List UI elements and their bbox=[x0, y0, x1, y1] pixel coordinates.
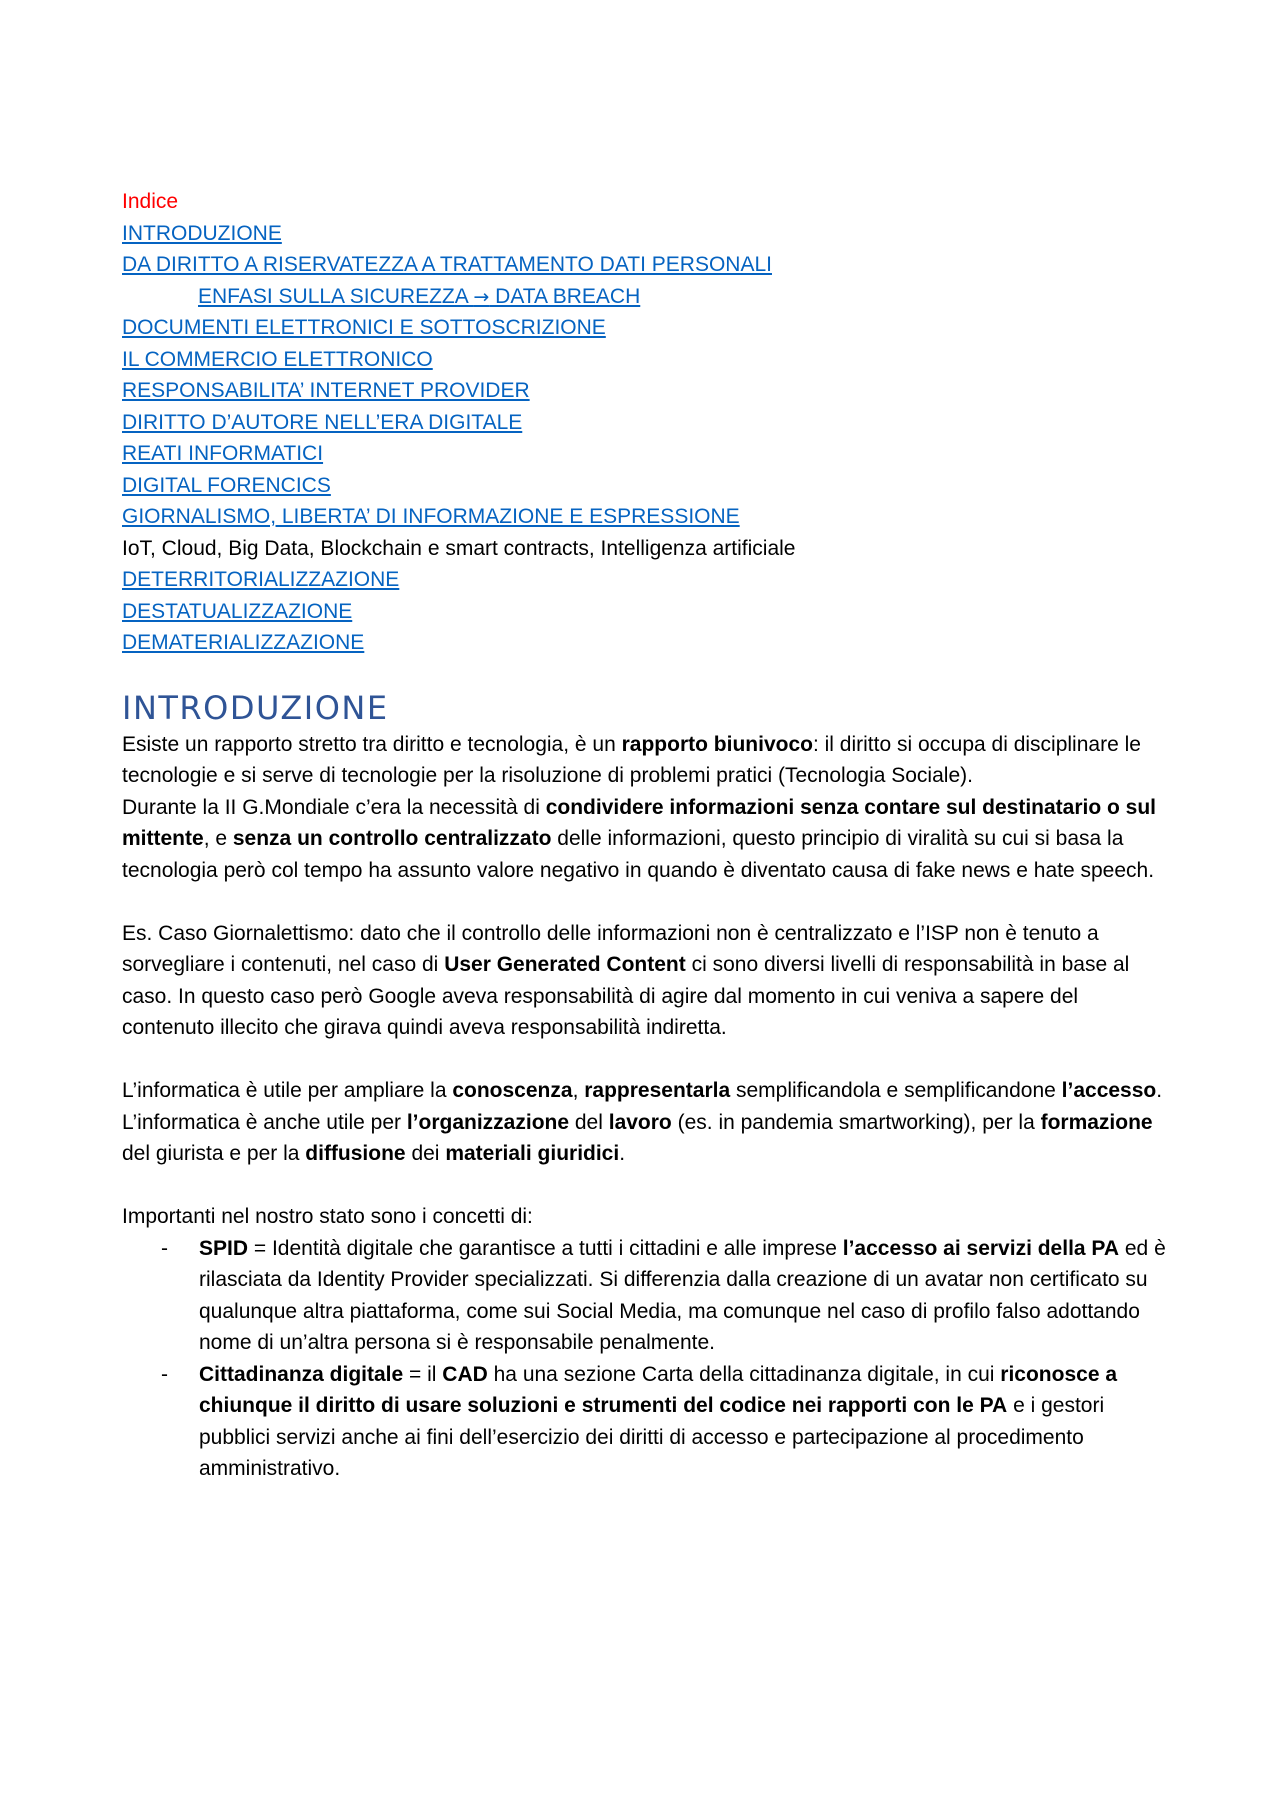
toc-item bbox=[122, 249, 1167, 281]
paragraph-spacer bbox=[122, 1170, 1167, 1202]
list-item: - SPID = Identità digitale che garantisce a tutti i cittadini e alle imprese l’accesso ai servizi della PA ed è rilasciata da Identity Provider specializzati. Si differenzia dalla creazione di un avatar non certificato su qualunque altra piattaforma, come sui Social Media, ma comunque nel caso di profilo falso adottando nome di un’altra persona si è responsabile penalmente. bbox=[122, 1233, 1167, 1359]
toc-item bbox=[122, 407, 1167, 439]
toc-item bbox=[122, 218, 1167, 250]
toc-item bbox=[122, 564, 1167, 596]
toc-link-destatualizzazione[interactable]: DESTATUALIZZAZIONE bbox=[122, 599, 353, 623]
toc-title: Indice bbox=[122, 190, 179, 213]
paragraph: Es. Caso Giornalettismo: dato che il controllo delle informazioni non è centralizzato e l’ISP non è tenuto a sorvegliare i contenuti, nel caso di User Generated Content ci sono diversi livelli di responsabilità in base al caso. In questo caso però Google aveva responsabilità di agire dal momento in cui veniva a sapere del contenuto illecito che girava quindi aveva responsabilità indiretta. bbox=[122, 921, 1130, 1039]
paragraph: L’informatica è anche utile per l’organizzazione del lavoro (es. in pandemia smartworking), per la formazione del giurista e per la diffusione dei materiali giuridici. bbox=[122, 1110, 1153, 1165]
dash-bullet-icon: - bbox=[161, 1362, 168, 1386]
list-item: - Cittadinanza digitale = il CAD ha una sezione Carta della cittadinanza digitale, in cui riconosce a chiunque il diritto di usare soluzioni e strumenti del codice nei rapporti con le PA e i gestori pubblici servizi anche ai fini dell’esercizio dei diritti di accesso e partecipazione al procedimento amministrativo. bbox=[122, 1359, 1167, 1485]
toc-link-reati[interactable]: REATI INFORMATICI bbox=[122, 442, 324, 465]
paragraph: Importanti nel nostro stato sono i concetti di: bbox=[122, 1205, 533, 1228]
toc-item-plain: IoT, Cloud, Big Data, Blockchain e smart contracts, Intelligenza artificiale bbox=[122, 536, 796, 560]
toc-item bbox=[122, 438, 1167, 470]
toc-link-giornalismo[interactable]: GIORNALISMO, LIBERTA’ DI INFORMAZIONE E ESPRESSIONE bbox=[122, 505, 740, 528]
paragraph: L’informatica è utile per ampliare la conoscenza, rappresentarla semplificandola e semplificandone l’accesso. bbox=[122, 1079, 1163, 1102]
toc-link-documenti[interactable]: DOCUMENTI ELETTRONICI E SOTTOSCRIZIONE bbox=[122, 316, 606, 339]
toc-item bbox=[122, 627, 1167, 659]
toc-link-sicurezza[interactable]: ENFASI SULLA SICUREZZA → DATA BREACH bbox=[198, 284, 641, 308]
toc-link-forensics[interactable]: DIGITAL FORENCICS bbox=[122, 473, 331, 497]
toc-item bbox=[122, 501, 1167, 533]
toc-link-diritto-autore[interactable]: DIRITTO D’AUTORE NELL’ERA DIGITALE bbox=[122, 410, 523, 434]
table-of-contents bbox=[122, 218, 1167, 659]
toc-item bbox=[122, 312, 1167, 344]
document-page bbox=[122, 186, 1167, 1485]
toc-link-responsabilita[interactable]: RESPONSABILITA’ INTERNET PROVIDER bbox=[122, 379, 530, 402]
paragraph-spacer bbox=[122, 886, 1167, 918]
bullet-list bbox=[122, 1233, 1167, 1485]
toc-link-dematerializzazione[interactable]: DEMATERIALIZZAZIONE bbox=[122, 631, 365, 654]
toc-item bbox=[122, 281, 1167, 313]
section-heading: INTRODUZIONE bbox=[122, 688, 389, 727]
toc-link-commercio[interactable]: IL COMMERCIO ELETTRONICO bbox=[122, 347, 433, 371]
toc-item bbox=[122, 470, 1167, 502]
toc-item bbox=[122, 344, 1167, 376]
dash-bullet-icon: - bbox=[161, 1236, 168, 1260]
toc-link-deterritorializzazione[interactable]: DETERRITORIALIZZAZIONE bbox=[122, 568, 400, 591]
toc-item bbox=[122, 596, 1167, 628]
paragraph: Esiste un rapporto stretto tra diritto e tecnologia, è un rapporto biunivoco: il diritto si occupa di disciplinare le tecnologie e si serve di tecnologie per la risoluzione di problemi pratici (Tecnologia Sociale). bbox=[122, 732, 1141, 787]
paragraph-spacer bbox=[122, 1044, 1167, 1076]
paragraph: Durante la II G.Mondiale c’era la necessità di condividere informazioni senza contare sul destinatario o sul mittente, e senza un controllo centralizzato delle informazioni, questo principio di viralità su cui si basa la tecnologia però col tempo ha assunto valore negativo in quando è diventato causa di fake news e hate speech. bbox=[122, 795, 1157, 882]
toc-item bbox=[122, 375, 1167, 407]
toc-link-introduzione[interactable]: INTRODUZIONE bbox=[122, 221, 282, 245]
arrow-right-icon: → bbox=[473, 285, 490, 308]
toc-link-riservatezza[interactable]: DA DIRITTO A RISERVATEZZA A TRATTAMENTO DATI PERSONALI bbox=[122, 253, 772, 276]
